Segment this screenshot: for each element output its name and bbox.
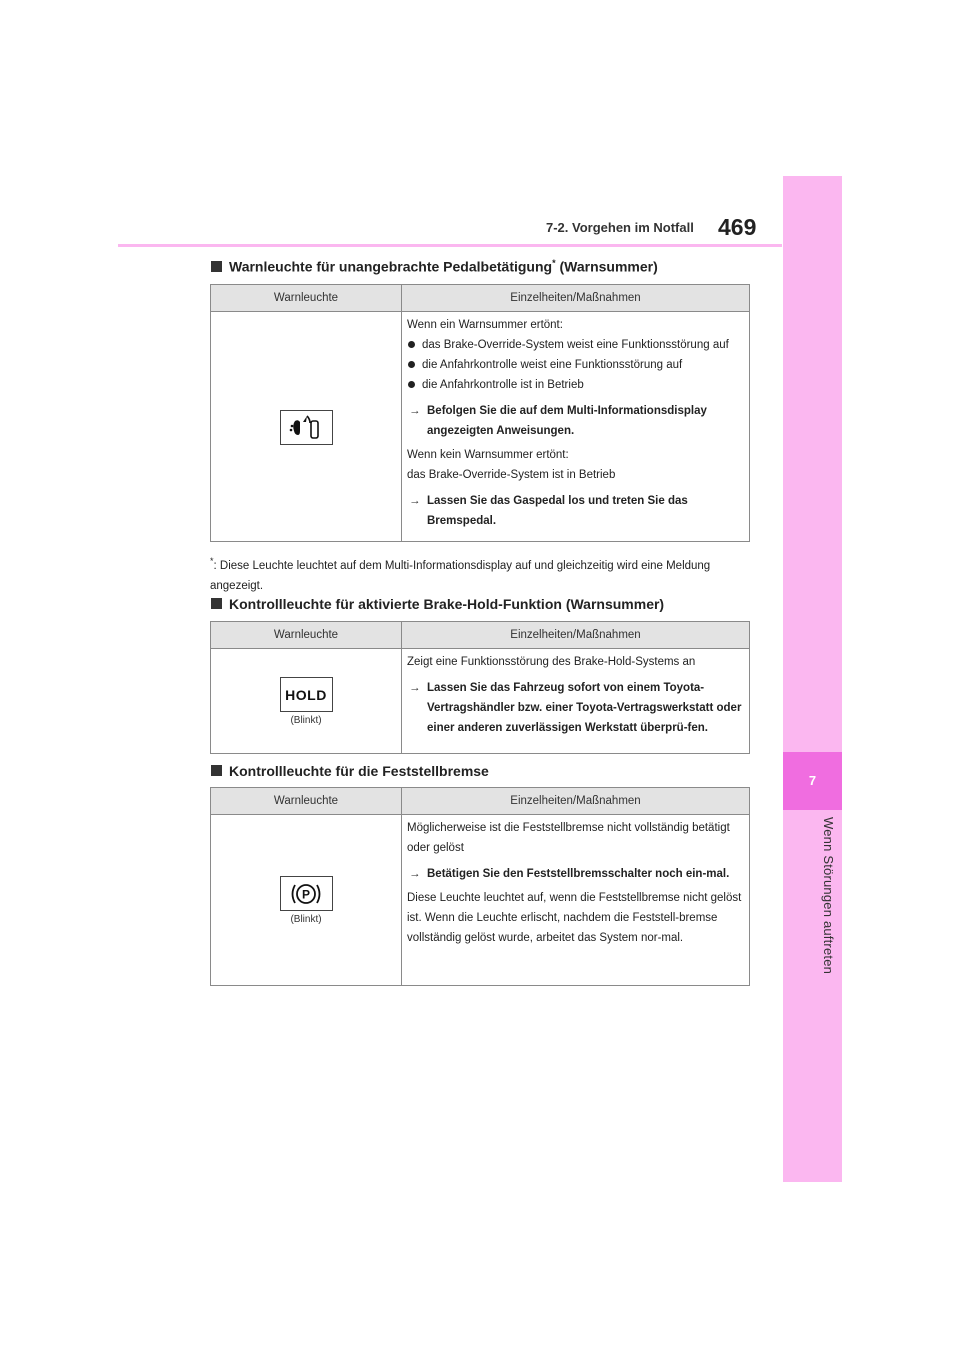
buzzer-off-intro: Wenn kein Warnsummer ertönt: — [407, 449, 569, 461]
chapter-title: Wenn Störungen auftreten — [821, 817, 836, 975]
parking-brake-icon-letter: P — [301, 887, 311, 901]
footnote-text: : Diese Leuchte leuchtet auf dem Multi-Informationsdisplay auf und gleichzeitig wird eine Meldung angezeigt. — [210, 559, 711, 592]
footnote-mark: * — [552, 258, 556, 268]
parking-brake-icon — [280, 876, 333, 911]
action-item: → Betätigen Sie den Feststellbremsschalter noch ein-mal. — [407, 864, 747, 884]
heading-square-icon — [211, 765, 222, 776]
table-row — [211, 312, 749, 542]
warning-light-cell — [211, 649, 402, 754]
action-item: → Lassen Sie das Gaspedal los und treten Sie das Bremspedal. — [407, 491, 747, 531]
details-cell — [402, 312, 749, 542]
heading-square-icon — [211, 598, 222, 609]
list-item: die Anfahrkontrolle weist eine Funktionsstörung auf — [407, 355, 747, 375]
heading-text: Kontrollleuchte für die Feststellbremse — [229, 763, 489, 779]
hold-icon-label: HOLD — [285, 686, 327, 703]
table-pedal-warning — [210, 284, 750, 542]
list-item: die Anfahrkontrolle ist in Betrieb — [407, 375, 747, 395]
details-cell — [402, 649, 749, 754]
table-header — [211, 622, 749, 649]
section-heading-pedal — [211, 258, 658, 275]
col-header-warnleuchte: Warnleuchte — [211, 285, 402, 311]
warning-light-cell — [211, 815, 402, 986]
heading-text: Warnleuchte für unangebrachte Pedalbetätigung — [229, 258, 553, 275]
col-header-details: Einzelheiten/Maßnahmen — [510, 795, 641, 807]
col-header-warnleuchte: Warnleuchte — [211, 788, 402, 814]
chapter-side-tab — [783, 176, 842, 1182]
blink-label: (Blinkt) — [290, 914, 322, 925]
chapter-number: 7 — [783, 752, 842, 810]
table-brake-hold — [210, 621, 750, 754]
section-heading-parking-brake — [211, 763, 489, 779]
table-row — [211, 649, 749, 754]
action-item: → Lassen Sie das Fahrzeug sofort von einem Toyota-Vertragshändler bzw. einer Toyota-Vertragswerkstatt oder einer anderen zuverlässigen Werkstatt überprü-fen. — [407, 678, 747, 738]
section-heading-brake-hold — [211, 596, 664, 612]
list-item: das Brake-Override-System weist eine Funktionsstörung auf — [407, 335, 747, 355]
details-text: Möglicherweise ist die Feststellbremse nicht vollständig betätigt oder gelöst — [407, 822, 730, 854]
action-item: → Befolgen Sie die auf dem Multi-Informationsdisplay angezeigten Anweisungen. — [407, 401, 747, 441]
table-row — [211, 815, 749, 986]
details-text: Diese Leuchte leuchtet auf, wenn die Feststellbremse nicht gelöst ist. Wenn die Leuchte erlischt, nachdem die Feststell-bremse vollständig gelöst wurde, arbeitet das System nor-mal. — [407, 892, 742, 944]
col-header-warnleuchte: Warnleuchte — [211, 622, 402, 648]
heading-square-icon — [211, 261, 222, 272]
heading-suffix: (Warnsummer) — [555, 258, 658, 275]
footnote — [210, 551, 750, 596]
table-header — [211, 788, 749, 815]
table-parking-brake — [210, 787, 750, 986]
header-rule — [118, 244, 782, 247]
col-header-details: Einzelheiten/Maßnahmen — [510, 292, 641, 304]
footnote-mark: * — [210, 556, 214, 566]
details-text: Zeigt eine Funktionsstörung des Brake-Hold-Systems an — [407, 656, 696, 668]
buzzer-on-intro: Wenn ein Warnsummer ertönt: — [407, 319, 563, 331]
blink-label: (Blinkt) — [290, 715, 322, 726]
hold-icon — [280, 677, 333, 712]
warning-light-cell — [211, 312, 402, 542]
col-header-details: Einzelheiten/Maßnahmen — [510, 629, 641, 641]
table-header — [211, 285, 749, 312]
section-header: 7-2. Vorgehen im Notfall — [546, 220, 694, 235]
heading-text: Kontrollleuchte für aktivierte Brake-Hold-Funktion (Warnsummer) — [229, 596, 665, 612]
pedal-misapplication-icon — [280, 410, 333, 445]
buzzer-off-text: das Brake-Override-System ist in Betrieb — [407, 469, 616, 481]
page-number: 469 — [718, 214, 757, 240]
details-cell — [402, 815, 749, 986]
